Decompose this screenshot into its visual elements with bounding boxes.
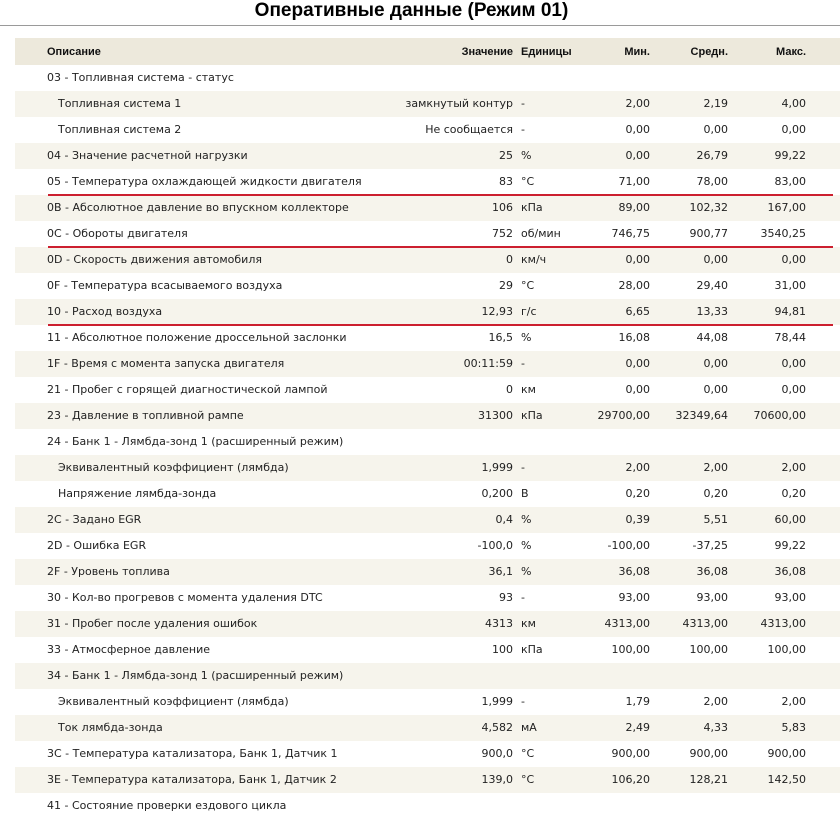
table-row bbox=[15, 481, 840, 507]
row-value: 4,582 bbox=[481, 721, 513, 734]
table-row bbox=[15, 273, 840, 299]
row-max: 93,00 bbox=[774, 591, 806, 604]
row-max: 4,00 bbox=[781, 97, 806, 110]
live-data-table bbox=[15, 38, 840, 819]
row-description: 2C - Задано EGR bbox=[47, 513, 142, 526]
row-units: % bbox=[521, 149, 532, 162]
table-row bbox=[15, 65, 840, 91]
row-description: 0D - Скорость движения автомобиля bbox=[47, 253, 262, 266]
row-avg: 0,00 bbox=[703, 253, 728, 266]
row-avg: 0,00 bbox=[703, 357, 728, 370]
row-description: 03 - Топливная система - статус bbox=[47, 71, 234, 84]
row-min: 0,00 bbox=[625, 123, 650, 136]
row-max: 167,00 bbox=[767, 201, 806, 214]
row-description: 04 - Значение расчетной нагрузки bbox=[47, 149, 248, 162]
row-units: % bbox=[521, 565, 532, 578]
table-row bbox=[15, 507, 840, 533]
table-row bbox=[15, 221, 840, 247]
row-avg: 44,08 bbox=[696, 331, 728, 344]
row-min: 36,08 bbox=[618, 565, 650, 578]
row-units: кПа bbox=[521, 643, 543, 656]
row-avg: 2,00 bbox=[703, 695, 728, 708]
row-max: 0,20 bbox=[781, 487, 806, 500]
row-value: 100 bbox=[492, 643, 513, 656]
row-description: 11 - Абсолютное положение дроссельной заслонки bbox=[47, 331, 347, 344]
row-max: 83,00 bbox=[774, 175, 806, 188]
row-units: об/мин bbox=[521, 227, 561, 240]
table-row bbox=[15, 455, 840, 481]
row-units: - bbox=[521, 357, 525, 370]
table-row bbox=[15, 299, 840, 325]
row-avg: 128,21 bbox=[689, 773, 728, 786]
row-max: 142,50 bbox=[767, 773, 806, 786]
row-units: мА bbox=[521, 721, 537, 734]
row-description: 10 - Расход воздуха bbox=[47, 305, 163, 318]
table-row bbox=[15, 247, 840, 273]
table-row bbox=[15, 689, 840, 715]
row-avg: 0,00 bbox=[703, 383, 728, 396]
row-description: 2F - Уровень топлива bbox=[47, 565, 170, 578]
row-description: 3C - Температура катализатора, Банк 1, Датчик 1 bbox=[47, 747, 338, 760]
row-value: 1,999 bbox=[481, 695, 513, 708]
row-max: 5,83 bbox=[781, 721, 806, 734]
row-value: 752 bbox=[492, 227, 513, 240]
row-avg: 32349,64 bbox=[675, 409, 728, 422]
row-description: 21 - Пробег с горящей диагностической лампой bbox=[47, 383, 328, 396]
row-min: 2,00 bbox=[625, 97, 650, 110]
row-max: 78,44 bbox=[774, 331, 806, 344]
row-avg: -37,25 bbox=[692, 539, 728, 552]
highlight-underline bbox=[48, 246, 833, 248]
row-avg: 100,00 bbox=[689, 643, 728, 656]
row-min: 6,65 bbox=[625, 305, 650, 318]
row-units: °C bbox=[521, 747, 535, 760]
row-min: 71,00 bbox=[618, 175, 650, 188]
row-avg: 900,77 bbox=[689, 227, 728, 240]
row-units: В bbox=[521, 487, 529, 500]
row-avg: 0,20 bbox=[703, 487, 728, 500]
row-max: 0,00 bbox=[781, 357, 806, 370]
table-row bbox=[15, 793, 840, 819]
title-divider bbox=[0, 25, 840, 26]
row-min: 0,20 bbox=[625, 487, 650, 500]
row-value: 139,0 bbox=[481, 773, 513, 786]
row-min: 100,00 bbox=[611, 643, 650, 656]
row-value: 12,93 bbox=[481, 305, 513, 318]
row-units: км/ч bbox=[521, 253, 547, 266]
row-description: 0F - Температура всасываемого воздуха bbox=[47, 279, 283, 292]
row-min: 0,00 bbox=[625, 357, 650, 370]
row-value: 1,999 bbox=[481, 461, 513, 474]
row-max: 60,00 bbox=[774, 513, 806, 526]
row-units: кПа bbox=[521, 409, 543, 422]
row-max: 70600,00 bbox=[753, 409, 806, 422]
row-min: 2,00 bbox=[625, 461, 650, 474]
row-avg: 5,51 bbox=[703, 513, 728, 526]
row-value: 31300 bbox=[478, 409, 513, 422]
table-row bbox=[15, 351, 840, 377]
row-min: 0,00 bbox=[625, 253, 650, 266]
row-value: 83 bbox=[499, 175, 513, 188]
row-min: 89,00 bbox=[618, 201, 650, 214]
row-max: 36,08 bbox=[774, 565, 806, 578]
row-units: % bbox=[521, 539, 532, 552]
row-min: 900,00 bbox=[611, 747, 650, 760]
row-description: 0B - Абсолютное давление во впускном коллекторе bbox=[47, 201, 349, 214]
header-avg: Средн. bbox=[690, 46, 728, 58]
header-units: Единицы bbox=[521, 46, 572, 58]
row-value: 106 bbox=[492, 201, 513, 214]
row-value: 0 bbox=[506, 253, 513, 266]
table-row bbox=[15, 741, 840, 767]
row-max: 99,22 bbox=[774, 149, 806, 162]
table-row bbox=[15, 559, 840, 585]
table-row bbox=[15, 325, 840, 351]
table-row bbox=[15, 533, 840, 559]
row-units: - bbox=[521, 461, 525, 474]
table-row bbox=[15, 585, 840, 611]
row-units: % bbox=[521, 513, 532, 526]
row-units: °C bbox=[521, 279, 535, 292]
row-description: 3E - Температура катализатора, Банк 1, Датчик 2 bbox=[47, 773, 337, 786]
row-avg: 36,08 bbox=[696, 565, 728, 578]
row-units: - bbox=[521, 97, 525, 110]
row-avg: 2,19 bbox=[703, 97, 728, 110]
row-min: 1,79 bbox=[625, 695, 650, 708]
row-min: 2,49 bbox=[625, 721, 650, 734]
row-max: 0,00 bbox=[781, 123, 806, 136]
row-value: 29 bbox=[499, 279, 513, 292]
row-value: -100,0 bbox=[477, 539, 513, 552]
row-avg: 78,00 bbox=[696, 175, 728, 188]
row-value: 00:11:59 bbox=[463, 357, 513, 370]
row-max: 0,00 bbox=[781, 383, 806, 396]
row-units: г/с bbox=[521, 305, 537, 318]
table-row bbox=[15, 377, 840, 403]
row-description: Ток лямбда-зонда bbox=[58, 721, 163, 734]
row-min: 0,39 bbox=[625, 513, 650, 526]
row-min: 0,00 bbox=[625, 383, 650, 396]
table-row bbox=[15, 715, 840, 741]
row-value: 0 bbox=[506, 383, 513, 396]
table-row bbox=[15, 611, 840, 637]
table-row bbox=[15, 403, 840, 429]
row-value: 25 bbox=[499, 149, 513, 162]
row-description: Эквивалентный коэффициент (лямбда) bbox=[58, 695, 289, 708]
row-avg: 900,00 bbox=[689, 747, 728, 760]
row-max: 0,00 bbox=[781, 253, 806, 266]
table-row bbox=[15, 195, 840, 221]
table-row bbox=[15, 429, 840, 455]
row-min: 28,00 bbox=[618, 279, 650, 292]
row-max: 900,00 bbox=[767, 747, 806, 760]
row-min: 746,75 bbox=[611, 227, 650, 240]
row-max: 99,22 bbox=[774, 539, 806, 552]
row-avg: 2,00 bbox=[703, 461, 728, 474]
row-units: км bbox=[521, 617, 536, 630]
table-row bbox=[15, 637, 840, 663]
row-max: 94,81 bbox=[774, 305, 806, 318]
row-description: Эквивалентный коэффициент (лямбда) bbox=[58, 461, 289, 474]
table-row bbox=[15, 663, 840, 689]
row-description: 24 - Банк 1 - Лямбда-зонд 1 (расширенный режим) bbox=[47, 435, 344, 448]
header-min: Мин. bbox=[624, 46, 650, 58]
table-header bbox=[15, 38, 840, 65]
header-value: Значение bbox=[461, 46, 513, 58]
table-body bbox=[15, 65, 840, 819]
row-description: 1F - Время с момента запуска двигателя bbox=[47, 357, 285, 370]
table-row bbox=[15, 169, 840, 195]
row-value: 4313 bbox=[485, 617, 513, 630]
table-row bbox=[15, 767, 840, 793]
row-min: -100,00 bbox=[607, 539, 650, 552]
row-units: - bbox=[521, 591, 525, 604]
row-value: 93 bbox=[499, 591, 513, 604]
row-max: 2,00 bbox=[781, 461, 806, 474]
row-min: 16,08 bbox=[618, 331, 650, 344]
row-description: Топливная система 1 bbox=[58, 97, 182, 110]
row-avg: 29,40 bbox=[696, 279, 728, 292]
row-description: 2D - Ошибка EGR bbox=[47, 539, 147, 552]
row-description: 05 - Температура охлаждающей жидкости двигателя bbox=[47, 175, 362, 188]
header-max: Макс. bbox=[776, 46, 806, 58]
row-description: 31 - Пробег после удаления ошибок bbox=[47, 617, 258, 630]
row-units: км bbox=[521, 383, 536, 396]
row-value: 0,4 bbox=[495, 513, 513, 526]
row-units: - bbox=[521, 695, 525, 708]
row-min: 93,00 bbox=[618, 591, 650, 604]
row-description: 30 - Кол-во прогревов с момента удаления DTC bbox=[47, 591, 323, 604]
row-max: 31,00 bbox=[774, 279, 806, 292]
row-units: - bbox=[521, 123, 525, 136]
row-description: Топливная система 2 bbox=[58, 123, 182, 136]
row-max: 2,00 bbox=[781, 695, 806, 708]
row-avg: 13,33 bbox=[696, 305, 728, 318]
row-value: 16,5 bbox=[488, 331, 513, 344]
highlight-underline bbox=[48, 324, 833, 326]
row-value: замкнутый контур bbox=[405, 97, 513, 110]
highlight-underline bbox=[48, 194, 833, 196]
row-description: 23 - Давление в топливной рампе bbox=[47, 409, 244, 422]
row-min: 106,20 bbox=[611, 773, 650, 786]
row-description: 41 - Состояние проверки ездового цикла bbox=[47, 799, 287, 812]
row-max: 100,00 bbox=[767, 643, 806, 656]
row-min: 0,00 bbox=[625, 149, 650, 162]
row-avg: 93,00 bbox=[696, 591, 728, 604]
row-units: °C bbox=[521, 175, 535, 188]
row-value: 900,0 bbox=[481, 747, 513, 760]
row-max: 4313,00 bbox=[760, 617, 806, 630]
table-row bbox=[15, 117, 840, 143]
table-row bbox=[15, 91, 840, 117]
row-description: 34 - Банк 1 - Лямбда-зонд 1 (расширенный режим) bbox=[47, 669, 344, 682]
row-avg: 4313,00 bbox=[682, 617, 728, 630]
row-value: 36,1 bbox=[488, 565, 513, 578]
row-min: 4313,00 bbox=[604, 617, 650, 630]
page-title: Оперативные данные (Режим 01) bbox=[254, 0, 569, 21]
table-row bbox=[15, 143, 840, 169]
row-max: 3540,25 bbox=[760, 227, 806, 240]
row-units: кПа bbox=[521, 201, 543, 214]
row-min: 29700,00 bbox=[597, 409, 650, 422]
row-description: Напряжение лямбда-зонда bbox=[58, 487, 217, 500]
row-value: 0,200 bbox=[481, 487, 513, 500]
row-units: °C bbox=[521, 773, 535, 786]
row-avg: 26,79 bbox=[696, 149, 728, 162]
row-value: Не сообщается bbox=[425, 123, 513, 136]
row-avg: 4,33 bbox=[703, 721, 728, 734]
row-avg: 102,32 bbox=[689, 201, 728, 214]
row-description: 0C - Обороты двигателя bbox=[47, 227, 188, 240]
header-description: Описание bbox=[47, 46, 101, 58]
row-avg: 0,00 bbox=[703, 123, 728, 136]
row-units: % bbox=[521, 331, 532, 344]
row-description: 33 - Атмосферное давление bbox=[47, 643, 211, 656]
